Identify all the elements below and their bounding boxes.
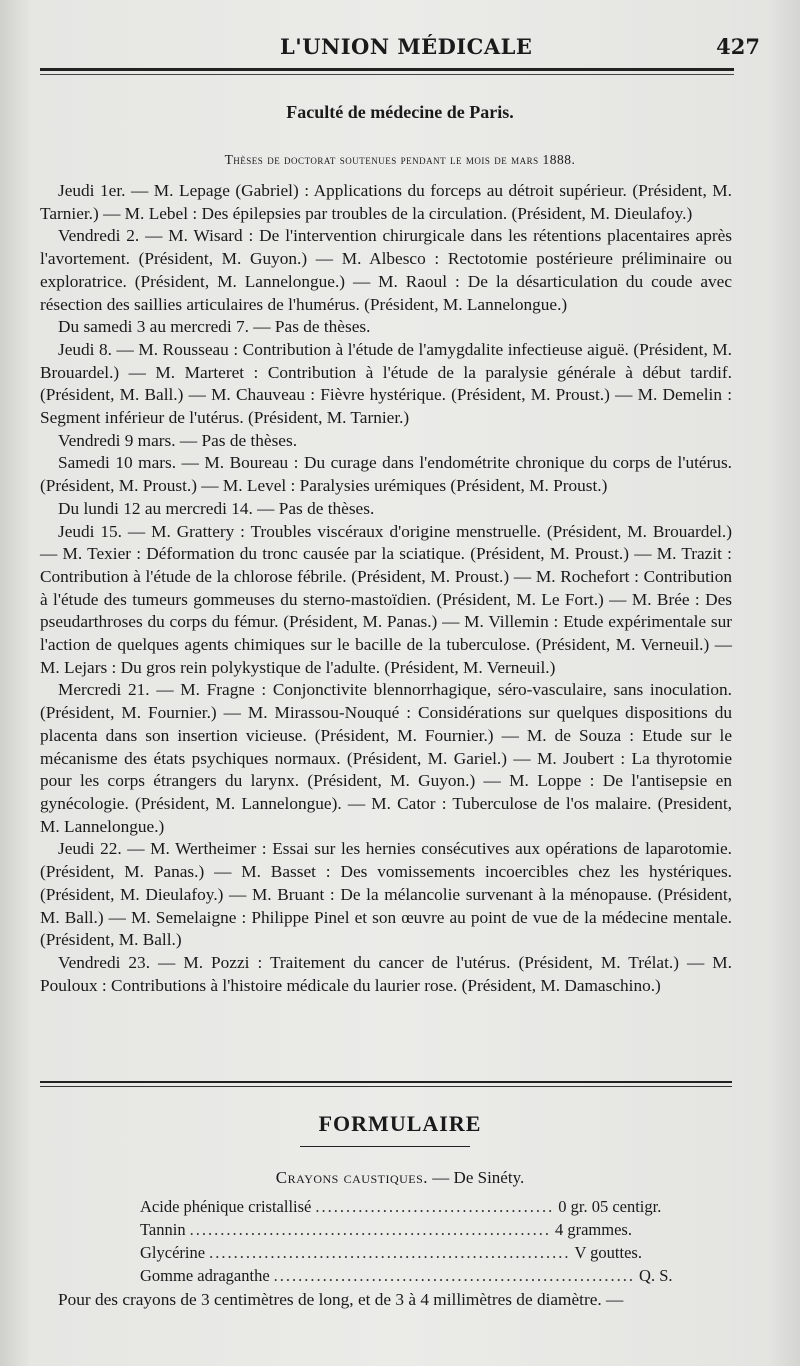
ingredient-name: Tannin (140, 1220, 186, 1239)
paragraph: Jeudi 15. — M. Grattery : Troubles viscéraux d'origine menstruelle. (Président, M. Brouardel.) — M. Texier : Déformation du tronc causée par la sciatique. (Président, M. Proust.) — M. Trazit : Contribution à l'étude de la chlorose fébrile. (Président, M. Proust.) — M. Rochefort : Contribution à l'étude des tumeurs gommeuses du sterno-mastoïdien. (Président, M. Le Fort.) — M. Brée : Des pseudarthroses du corps du fémur. (Président, M. Panas.) — M. Villemin : Etude expérimentale sur l'action de quelques agents chimiques sur le bacille de la tuberculose. (Président, M. Verneuil.) — M. Lejars : Du gros rein polykystique de l'adulte. (Président, M. Verneuil.) (40, 521, 732, 677)
recipe-title (0, 1168, 800, 1188)
leader-dots: ....................................... (315, 1197, 555, 1216)
recipe-name: Crayons caustiques. (275, 1168, 429, 1187)
ingredient-quantity: Q. S. (639, 1266, 673, 1285)
section-divider-thin (40, 1086, 732, 1087)
running-header (40, 34, 760, 64)
page-number: 427 (716, 34, 760, 59)
ingredient-name: Acide phénique cristallisé (140, 1197, 312, 1216)
paragraph: Mercredi 21. — M. Fragne : Conjonctivite blennorrhagique, séro-vasculaire, sans inoculation. (Président, M. Fournier.) — M. Mirassou-Nouqué : Considérations sur quelques dispositions du placenta dans son insertion vicieuse. (Président, M. Fournier.) — M. de Souza : Etude sur le mécanisme des états psychiques normaux. (Président, M. Gariel.) — M. Joubert : La thyrotomie pour les corps étrangers du larynx. (Président, M. Guyon.) — M. Loppe : De l'antisepsie en gynécologie. (Président, M. Lannelongue). — M. Cator : Tuberculose de l'os malaire. (President, M. Lannelongue.) (40, 680, 732, 836)
ingredient-row (140, 1220, 632, 1243)
paragraph: Jeudi 22. — M. Wertheimer : Essai sur les hernies consécutives aux opérations de laparotomie. (Président, M. Panas.) — M. Basset : Des vomissements incoercibles chez les hystériques. (Président, M. Dieulafoy.) — M. Bruant : De la mélancolie survenant à la ménopause. (Président, M. Ball.) — M. Semelaigne : Philippe Pinel et son œuvre au point de vue de la médecine mentale. (Président, M. Ball.) (40, 839, 732, 950)
paragraph: Samedi 10 mars. — M. Boureau : Du curage dans l'endométrite chronique du corps de l'utérus. (Président, M. Proust.) — M. Level : Paralysies urémiques (Président, M. Proust.) (40, 453, 732, 496)
paragraph: Du samedi 3 au mercredi 7. — Pas de thèses. (58, 317, 371, 337)
paragraph: Du lundi 12 au mercredi 14. — Pas de thèses. (58, 498, 375, 518)
ingredient-list (140, 1197, 673, 1289)
leader-dots: ........................................................... (189, 1220, 551, 1239)
ingredient-row (140, 1266, 673, 1289)
formulaire-underline (300, 1146, 470, 1147)
ingredient-row (140, 1243, 642, 1266)
recipe-author: — De Sinéty. (428, 1168, 525, 1187)
section-title: Faculté de médecine de Paris. (286, 102, 514, 122)
ingredient-quantity: 0 gr. 05 centigr. (558, 1197, 662, 1216)
recipe-instruction: Pour des crayons de 3 centimètres de long, et de 3 à 4 millimètres de diamètre. — (58, 1290, 624, 1309)
header-rule-thin (40, 74, 734, 75)
section-divider (40, 1081, 732, 1083)
journal-title: L'UNION MÉDICALE (280, 34, 533, 59)
ingredient-name: Gomme adraganthe (140, 1266, 270, 1285)
section-subtitle: Thèses de doctorat soutenues pendant le mois de mars 1888. (224, 152, 576, 167)
leader-dots: ........................................................... (273, 1266, 636, 1285)
formulaire-title: FORMULAIRE (318, 1111, 482, 1136)
ingredient-quantity: V gouttes. (574, 1243, 642, 1262)
ingredient-row (140, 1197, 662, 1220)
ingredient-quantity: 4 grammes. (554, 1220, 632, 1239)
ingredient-name: Glycérine (140, 1243, 206, 1262)
theses-list (40, 180, 732, 997)
header-rule (40, 68, 734, 71)
paragraph: Vendredi 2. — M. Wisard : De l'intervention chirurgicale dans les rétentions placentaires après l'avortement. (Président, M. Guyon.) — M. Albesco : Rectotomie postérieure préliminaire ou exploratrice. (Président, M. Lannelongue.) — M. Raoul : De la désarticulation du coude avec résection des saillies articulaires de l'humérus. (Président, M. Lannelongue.) (40, 226, 732, 314)
leader-dots: ........................................................... (209, 1243, 571, 1262)
paragraph: Vendredi 23. — M. Pozzi : Traitement du cancer de l'utérus. (Président, M. Trélat.) — M. Pouloux : Contributions à l'histoire médicale du laurier rose. (Président, M. Damaschino.) (40, 952, 732, 995)
paragraph: Jeudi 8. — M. Rousseau : Contribution à l'étude de l'amygdalite infectieuse aiguë. (Président, M. Brouardel.) — M. Marteret : Contribution à l'étude de la paralysie générale à début tardif. (Président, M. Ball.) — M. Chauveau : Fièvre hystérique. (Président, M. Proust.) — M. Demelin : Segment inférieur de l'utérus. (Président, M. Tarnier.) (40, 339, 732, 428)
paragraph: Jeudi 1er. — M. Lepage (Gabriel) : Applications du forceps au détroit supérieur. (Président, M. Tarnier.) — M. Lebel : Des épilepsies par troubles de la circulation. (Président, M. Dieulafoy.) (40, 181, 732, 223)
paragraph: Vendredi 9 mars. — Pas de thèses. (58, 430, 298, 450)
